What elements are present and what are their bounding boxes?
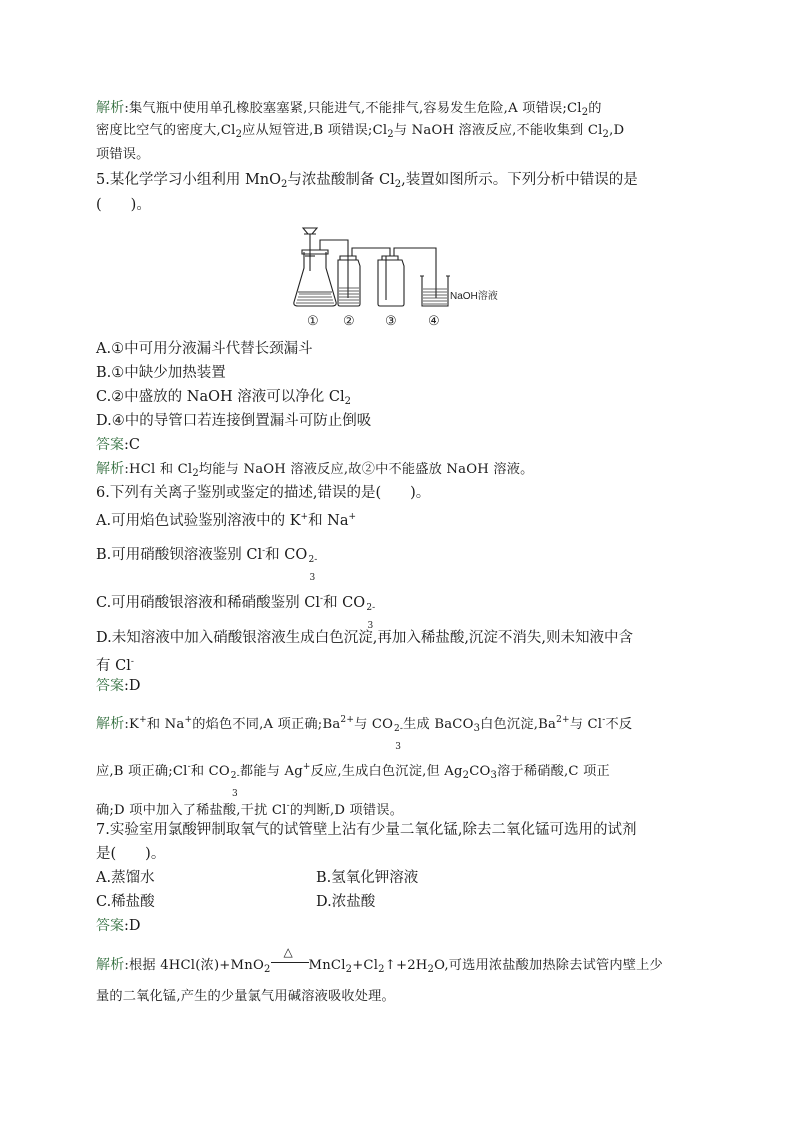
q5-paren: ( )。 <box>96 197 151 213</box>
flask-1 <box>294 252 336 306</box>
q6-stem: 6.下列有关离子鉴别或鉴定的描述,错误的是( )。 <box>96 485 431 501</box>
q5-option-c: C.②中盛放的 NaOH 溶液可以净化 $Cl_2$ <box>96 389 351 407</box>
bottle-3 <box>378 260 404 306</box>
tube-2-3 <box>352 248 390 256</box>
q7-stem-line-1: 7.实验室用氯酸钾制取氧气的试管壁上沾有少量二氧化锰,除去二氧化锰可选用的试剂 <box>96 822 637 838</box>
q5-option-a: A.①中可用分液漏斗代替长颈漏斗 <box>96 341 313 357</box>
q5-stem: 5.某化学学习小组利用 MnO$_2$与浓盐酸制备 $Cl_2$,装置如图所示。下列分析中错误的是 <box>96 172 638 190</box>
q7-stem-line-2: 是( )。 <box>96 846 166 862</box>
q6-option-a: A.可用焰色试验鉴别溶液中的 K+和 Na+ <box>96 512 357 529</box>
flask-1-liquid <box>296 294 334 303</box>
beaker-4-liquid <box>423 289 447 304</box>
q7-answer: 答案:D <box>96 918 141 934</box>
q7-options-row-1: A.蒸馏水 B.氢氧化钾溶液 <box>96 870 419 886</box>
q4-analysis-line-1: 解析:集气瓶中使用单孔橡胶塞塞紧,只能进气,不能排气,容易发生危险,A 项错误$;Cl_2$的 <box>96 100 602 118</box>
q6-analysis-line-2: 应,B 项正确;Cl-和 CO 2- 3 都能与 Ag+反应,生成白色沉淀,但 $Ag_2CO_3$溶于稀硝酸,C 项正 <box>96 762 610 799</box>
funnel-top <box>303 228 317 234</box>
q6-analysis-line-1: 解析:K+和 Na+的焰色不同,A 项正确$;Ba^{2+}$与 CO 2- 3 生成 BaCO$_3$白色沉淀$,Ba^{2+}$与 Cl-不反 <box>96 715 633 752</box>
q4-analysis-line-3: 项错误。 <box>96 147 150 162</box>
q6-option-c: C.可用硝酸银溶液和稀硝酸鉴别 Cl-和 CO 2- 3 <box>96 594 376 631</box>
q5-option-d: D.④中的导管口若连接倒置漏斗可防止倒吸 <box>96 413 372 429</box>
q6-option-d-line-1: D.未知溶液中加入硝酸银溶液生成白色沉淀,再加入稀盐酸,沉淀不消失,则未知液中含 <box>96 630 634 646</box>
beaker-4 <box>422 276 448 306</box>
q7-analysis-line-1: 解析:根据 4HCl(浓)+MnO$_2$ △ $MnCl_2+Cl_2↑+2H_2O$,可选用浓盐酸加热除去试管内壁上少 <box>96 945 663 975</box>
funnel-stem <box>304 234 316 271</box>
q6-option-b: B.可用硝酸钡溶液鉴别 Cl-和 CO 2- 3 <box>96 546 318 583</box>
q6-answer: 答案:D <box>96 678 141 694</box>
heating-condition-arrow: △ <box>271 955 309 969</box>
bottle-2 <box>338 260 360 306</box>
q6-analysis-line-3: 确;D 项中加入了稀盐酸,干扰 Cl-的判断,D 项错误。 <box>96 801 404 818</box>
q7-analysis-line-2: 量的二氧化锰,产生的少量氯气用碱溶液吸收处理。 <box>96 989 395 1004</box>
tube-3-4 <box>394 248 436 298</box>
label-3: ③ <box>385 314 397 329</box>
q6-option-d-line-2: 有 Cl- <box>96 657 134 674</box>
bottle-2-liquid <box>339 288 359 303</box>
q7-options-row-2: C.稀盐酸 D.浓盐酸 <box>96 894 376 910</box>
q5-option-b: B.①中缺少加热装置 <box>96 365 226 381</box>
label-1: ① <box>307 314 319 329</box>
q4-analysis-line-2: 密度比空气的密度大$,Cl_2$应从短管进,B 项错误$;Cl_2$与 NaOH 溶液反应,不能收集到 $Cl_2,D$ <box>96 123 625 140</box>
analysis-label: 解析 <box>96 100 125 116</box>
label-2: ② <box>343 314 355 329</box>
q5-analysis: 解析:HCl 和 $Cl_2$均能与 NaOH 溶液反应,故②中不能盛放 NaOH 溶液。 <box>96 461 534 479</box>
chlorine-apparatus-figure <box>290 226 520 331</box>
q5-answer: 答案:C <box>96 437 140 453</box>
label-4: ④ <box>428 314 440 329</box>
naoh-label: NaOH溶液 <box>450 291 498 302</box>
flask-1-stopper <box>302 250 328 254</box>
